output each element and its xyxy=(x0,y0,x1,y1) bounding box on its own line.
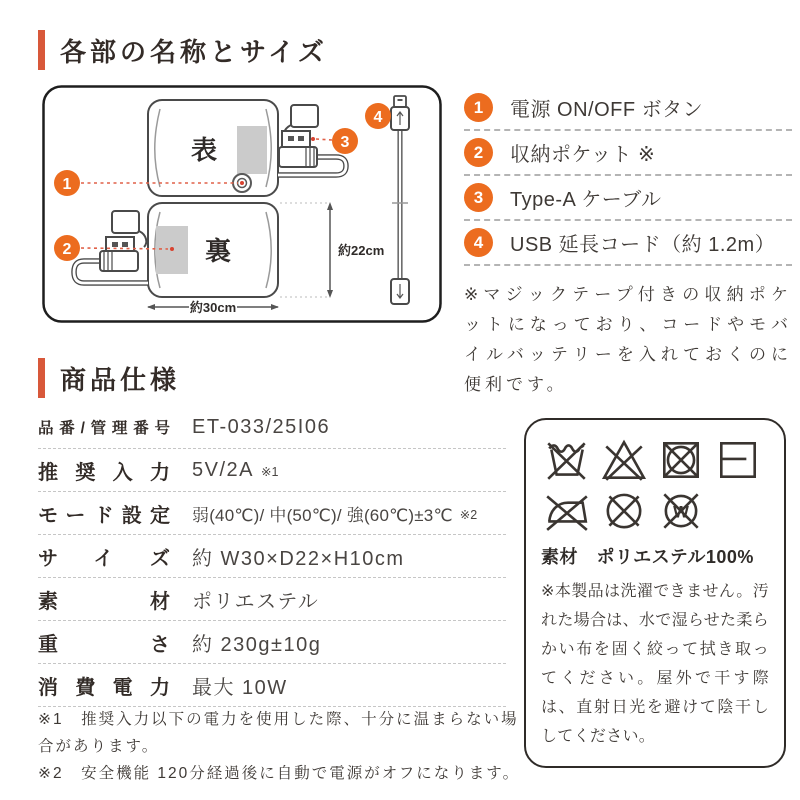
spec-value-material: ポリエステル xyxy=(192,590,320,613)
legend-label-cable: Type-A ケーブル xyxy=(510,189,662,211)
legend-badge-2: 2 xyxy=(464,138,493,167)
footnote-ref-2: ※2 xyxy=(459,508,478,522)
product-diagram-svg xyxy=(42,85,442,323)
spec-label-material: 素材 xyxy=(38,590,170,613)
front-label: 表 xyxy=(190,135,218,165)
legend-label-power: 電源 ON/OFF ボタン xyxy=(510,99,704,121)
footnote-2: ※2 安全機能 120分経過後に自動で電源がオフになります。 xyxy=(38,765,521,782)
pocket-note: ※マジックテープ付きの収納ポケットになっており、コードやモバイルバッテリーを入れておくのに便利です。 xyxy=(464,285,792,394)
legend-label-pocket: 収納ポケット ※ xyxy=(510,144,656,166)
product-diagram xyxy=(42,85,442,323)
parts-section-header xyxy=(38,30,328,70)
care-symbols-row-2 xyxy=(541,486,769,534)
legend-item-power xyxy=(464,86,792,131)
spec-value-power: 最大 10W xyxy=(192,676,288,699)
spec-row-size xyxy=(38,535,506,578)
footnote-1: ※1 推奨入力以下の電力を使用した際、十分に温まらない場合があります。 xyxy=(38,711,519,755)
spec-value-model: ET-033/25I06 xyxy=(192,415,331,438)
spec-row-weight xyxy=(38,621,506,664)
spec-table xyxy=(38,406,506,707)
spec-label-weight: 重さ xyxy=(38,633,170,656)
do-not-tumble-dry-icon xyxy=(655,436,707,484)
spec-row-model xyxy=(38,406,506,449)
front-pocket xyxy=(237,126,267,174)
header-accent-bar xyxy=(38,30,45,70)
callout-4 xyxy=(365,103,391,129)
do-not-bleach-icon xyxy=(598,436,650,484)
width-label: 約30cm xyxy=(189,300,237,315)
spec-label-power: 消費電力 xyxy=(38,676,170,699)
care-symbols-row-1 xyxy=(541,436,769,484)
legend-label-extension: USB 延長コード（約 1.2m） xyxy=(510,234,776,256)
spec-value-mode: 弱(40℃)/ 中(50℃)/ 強(60℃)±3℃ xyxy=(192,505,453,525)
back-label: 裏 xyxy=(204,236,232,266)
spec-row-mode xyxy=(38,492,506,535)
spec-value-weight: 約 230g±10g xyxy=(192,633,322,656)
spec-label-size: サイズ xyxy=(38,547,170,570)
spec-label-mode: モード設定 xyxy=(38,504,170,527)
spec-footnotes xyxy=(38,706,530,787)
care-material-label: 素材 ポリエステル100% xyxy=(541,547,754,567)
footnote-ref-1: ※1 xyxy=(260,465,279,479)
front-cushion xyxy=(148,100,278,196)
spec-label-model: 品番/管理番号 xyxy=(38,420,170,437)
do-not-dry-clean-icon xyxy=(598,486,650,534)
legend-item-extension xyxy=(464,221,792,266)
do-not-wash-icon xyxy=(541,436,593,484)
svg-text:1: 1 xyxy=(62,176,72,193)
spec-row-power xyxy=(38,664,506,707)
svg-text:3: 3 xyxy=(340,134,350,151)
spec-value-input: 5V/2A xyxy=(192,458,254,481)
spec-label-input: 推奨入力 xyxy=(38,461,170,484)
svg-text:4: 4 xyxy=(373,109,383,126)
spec-row-input xyxy=(38,449,506,492)
care-instructions-box xyxy=(524,418,786,768)
spec-row-material xyxy=(38,578,506,621)
parts-section-title: 各部の名称とサイズ xyxy=(60,36,328,67)
legend-badge-3: 3 xyxy=(464,183,493,212)
legend-item-cable xyxy=(464,176,792,221)
height-label: 約22cm xyxy=(338,243,385,258)
do-not-wet-clean-icon xyxy=(655,486,707,534)
parts-legend xyxy=(464,86,792,400)
legend-badge-1: 1 xyxy=(464,93,493,122)
svg-text:2: 2 xyxy=(62,241,72,258)
spec-value-size: 約 W30×D22×H10cm xyxy=(192,547,405,570)
legend-badge-4: 4 xyxy=(464,228,493,257)
spec-section-header xyxy=(38,358,180,398)
svg-text:W: W xyxy=(673,502,689,522)
flat-dry-icon xyxy=(712,436,764,484)
care-note-text: ※本製品は洗濯できません。汚れた場合は、水で湿らせた柔らかい布を固く絞って拭き取ってください。屋外で干す際は、直射日光を避けて陰干ししてください。 xyxy=(541,583,769,745)
header-accent-bar xyxy=(38,358,45,398)
spec-section-title: 商品仕様 xyxy=(60,364,181,395)
do-not-iron-icon xyxy=(541,486,593,534)
legend-item-pocket xyxy=(464,131,792,176)
back-cushion xyxy=(148,203,278,297)
